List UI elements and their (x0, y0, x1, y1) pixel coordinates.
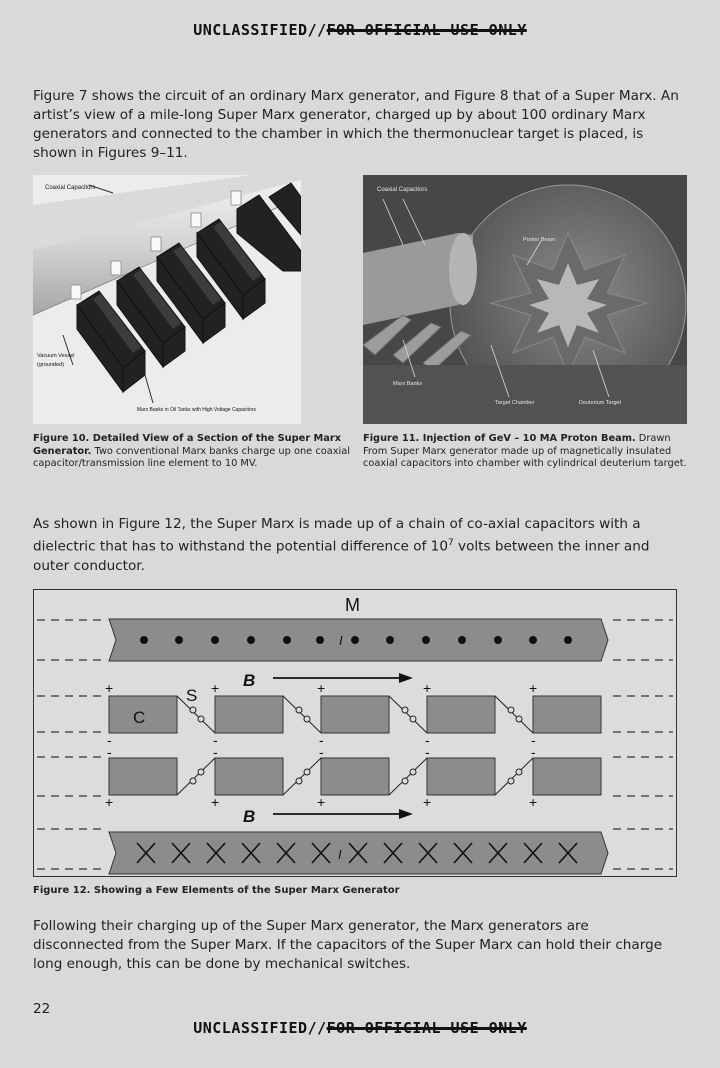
label-proton-beam: Proton Beam (523, 237, 556, 243)
label-b-bottom: B (243, 807, 256, 826)
polarity-mark: + (529, 680, 538, 696)
polarity-mark: - (213, 744, 218, 760)
polarity-mark: + (317, 680, 326, 696)
polarity-mark: + (529, 794, 538, 810)
polarity-mark: - (319, 744, 324, 760)
label-marx-banks: Marx Banks (393, 381, 423, 387)
figure-11-caption-text: Drawn From Super Marx generator made up of magnetically insulated coaxial capacitors into chamber with cylindrical deuterium target. (363, 433, 687, 470)
polarity-mark: + (423, 680, 432, 696)
figure-10-caption-text: Two conventional Marx banks charge up one coaxial capacitor/transmission line element to 10 MV. (33, 445, 350, 470)
figure-12-caption: Figure 12. Showing a Few Elements of the Super Marx Generator (33, 885, 400, 896)
classification-banner-top (0, 21, 720, 39)
polarity-mark: + (105, 794, 114, 810)
polarity-mark: + (317, 794, 326, 810)
intro-paragraph: Figure 7 shows the circuit of an ordinary Marx generator, and Figure 8 that of a Super Marx. An artist’s view of a mile-long Super Marx generator, charged up by about 100 ordinary Marx generators and connected to the chamber in which the thermonuclear target is placed, is shown in Figures 9–11. (33, 88, 679, 161)
page-number: 22 (33, 1001, 51, 1017)
polarity-mark: + (211, 794, 220, 810)
polarity-mark: + (211, 680, 220, 696)
polarity-mark: - (319, 732, 324, 748)
paragraph-2-text-b: volts between the inner and outer conductor. (33, 538, 650, 574)
polarity-mark: + (423, 794, 432, 810)
label-i-top: I (339, 633, 343, 648)
polarity-mark: - (425, 744, 430, 760)
polarity-mark: - (213, 732, 218, 748)
label-s: S (186, 686, 198, 705)
label-coaxial-capacitors: Coaxial Capacitors (377, 187, 428, 193)
label-deuterium-target: Deuterium Target (579, 400, 622, 406)
figure-10-image (33, 175, 301, 424)
label-target-chamber: Target Chamber (495, 400, 535, 406)
classification-banner-bottom (0, 1019, 720, 1037)
figure-12-diagram (33, 589, 677, 877)
label-marx-banks: Marx Banks in Oil Tanks with High Voltage Capacitors (137, 407, 256, 413)
figure-10-caption (33, 433, 351, 471)
figure-11-caption-title: Figure 11. Injection of GeV – 10 MA Proton Beam. (363, 433, 636, 444)
body-paragraph-3: Following their charging up of the Super Marx generator, the Marx generators are disconnected from the Super Marx. If the capacitors of the Super Marx can hold their charge long enough, this can be done by mechanical switches. (33, 918, 663, 972)
polarity-mark: - (107, 744, 112, 760)
label-b-top: B (243, 671, 256, 690)
classification-label: UNCLASSIFIED// (193, 21, 327, 39)
classification-label: UNCLASSIFIED// (193, 1019, 327, 1037)
polarity-mark: - (531, 744, 536, 760)
label-c: C (133, 708, 146, 727)
label-grounded: (grounded) (37, 362, 64, 368)
polarity-mark: - (425, 732, 430, 748)
polarity-mark: + (105, 680, 114, 696)
label-coaxial-capacitors: Coaxial Capacitors (45, 185, 96, 191)
label-i-bottom: I (338, 847, 342, 862)
body-paragraph-2 (33, 515, 683, 576)
paragraph-2-exponent: 7 (447, 538, 454, 548)
figure-11-caption (363, 433, 688, 471)
polarity-mark: - (531, 732, 536, 748)
struck-classification-label: FOR OFFICIAL USE ONLY (326, 21, 527, 39)
struck-classification-label: FOR OFFICIAL USE ONLY (326, 1019, 527, 1037)
polarity-mark: - (107, 732, 112, 748)
paragraph-2-text-a: As shown in Figure 12, the Super Marx is made up of a chain of co-axial capacitors with a dielectric that has to withstand the potential difference of 10 (33, 516, 641, 555)
figure-10-caption-title: Figure 10. Detailed View of a Section of the Super Marx Generator. (33, 433, 342, 457)
figure-11-image (363, 175, 687, 424)
label-vacuum-vessel: Vacuum Vessel (37, 353, 75, 359)
label-m: M (345, 595, 360, 615)
